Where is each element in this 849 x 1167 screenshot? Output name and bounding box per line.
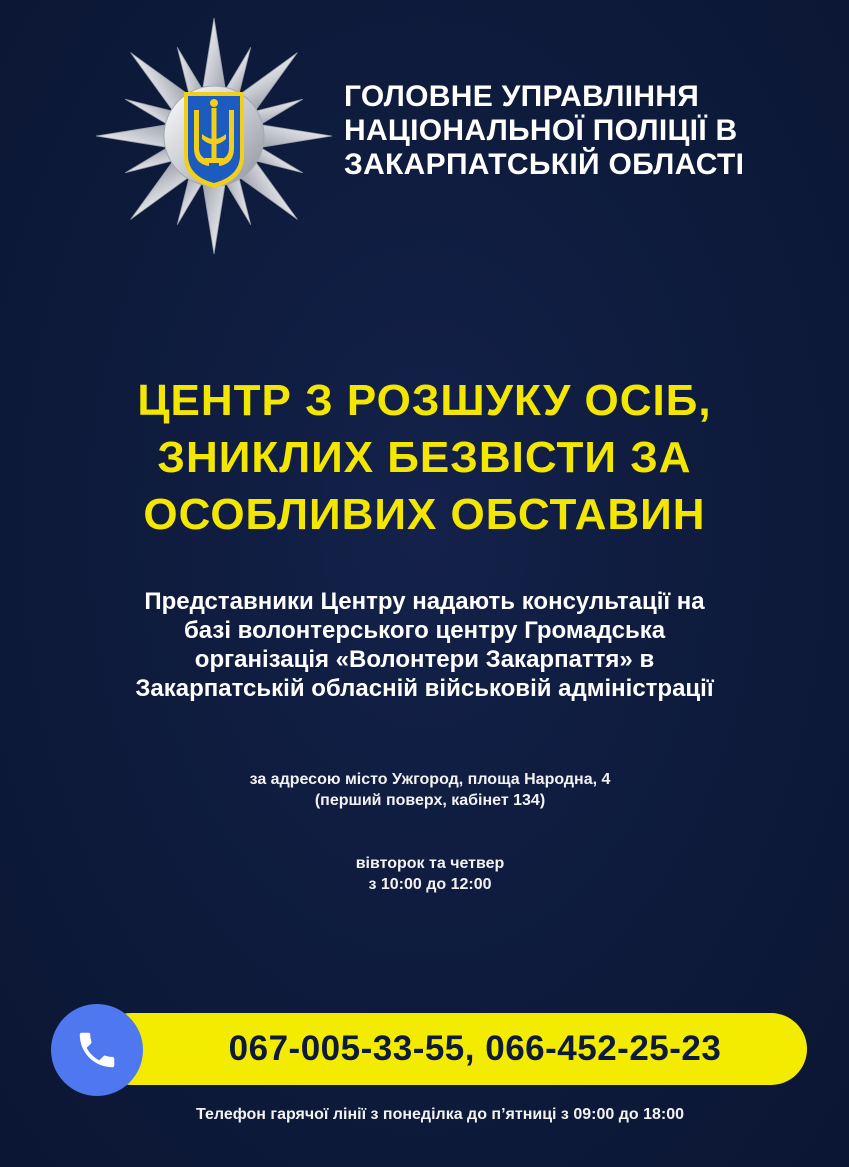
hotline-text: Телефон гарячої лінії з понеділка до п’ятниці з 09:00 до 18:00 — [196, 1106, 684, 1123]
phone-numbers[interactable]: 067-005-33-55, 066-452-25-23 — [228, 1029, 722, 1068]
schedule — [280, 853, 580, 895]
center-title — [40, 372, 809, 543]
center-title-line: ОСОБЛИВИХ ОБСТАВИН — [143, 490, 706, 539]
info-line: базі волонтерського центру Громадська — [183, 617, 666, 644]
phone-bar — [95, 1013, 807, 1085]
info-paragraph — [30, 587, 819, 703]
police-star-badge-icon — [94, 16, 334, 256]
org-title-line: ЗАКАРПАТСЬКІЙ ОБЛАСТІ — [344, 148, 745, 181]
schedule-line: вівторок та четвер — [355, 855, 505, 872]
center-title-line: ЗНИКЛИХ БЕЗВІСТИ ЗА — [157, 433, 692, 482]
info-line: Закарпатській обласній військовій адміністрації — [135, 675, 714, 702]
org-title-line: НАЦІОНАЛЬНОЇ ПОЛІЦІЇ В — [344, 114, 738, 147]
phone-icon — [74, 1027, 120, 1073]
info-line: Представники Центру надають консультації на — [144, 588, 705, 615]
org-title — [344, 80, 814, 182]
address — [200, 769, 660, 811]
info-line: організація «Волонтери Закарпаття» в — [194, 646, 655, 673]
schedule-line: з 10:00 до 12:00 — [368, 876, 492, 893]
center-title-line: ЦЕНТР З РОЗШУКУ ОСІБ, — [137, 376, 712, 425]
address-line: за адресою місто Ужгород, площа Народна, 4 — [249, 771, 611, 788]
address-line: (перший поверх, кабінет 134) — [314, 792, 546, 809]
phone-button[interactable] — [51, 1004, 143, 1096]
org-title-line: ГОЛОВНЕ УПРАВЛІННЯ — [344, 80, 700, 113]
